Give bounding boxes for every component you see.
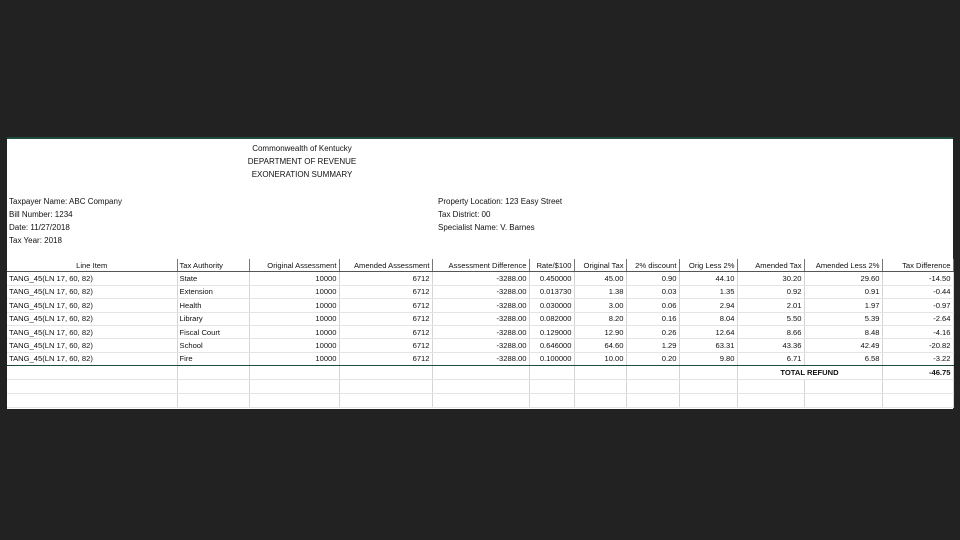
table-row: [7, 352, 953, 365]
line-item-cell[interactable]: TANG_45(LN 17, 60, 82): [7, 299, 177, 312]
column-header[interactable]: Assessment Difference: [432, 259, 529, 272]
value-cell[interactable]: 6712: [339, 285, 432, 298]
taxpayer-name: Taxpayer Name: ABC Company: [9, 197, 122, 206]
title-commonwealth: Commonwealth of Kentucky: [252, 144, 352, 153]
value-cell[interactable]: 10000: [249, 325, 339, 338]
value-cell[interactable]: 0.082000: [529, 312, 574, 325]
tax-year: Tax Year: 2018: [9, 236, 62, 245]
value-cell[interactable]: 10000: [249, 312, 339, 325]
line-item-cell[interactable]: TANG_45(LN 17, 60, 82): [7, 352, 177, 365]
value-cell[interactable]: 45.00: [574, 272, 626, 285]
value-cell[interactable]: -2.64: [882, 312, 953, 325]
value-cell[interactable]: 0.90: [626, 272, 679, 285]
value-cell[interactable]: -0.97: [882, 299, 953, 312]
value-cell[interactable]: 8.66: [737, 325, 804, 338]
value-cell[interactable]: 1.38: [574, 285, 626, 298]
column-header[interactable]: Tax Difference: [882, 259, 953, 272]
table-header-row: [7, 259, 953, 272]
value-cell[interactable]: 10.00: [574, 352, 626, 365]
value-cell[interactable]: 5.39: [804, 312, 882, 325]
bill-number: Bill Number: 1234: [9, 210, 73, 219]
line-item-cell[interactable]: TANG_45(LN 17, 60, 82): [7, 325, 177, 338]
value-cell[interactable]: 8.04: [679, 312, 737, 325]
value-cell[interactable]: 2.01: [737, 299, 804, 312]
tax-authority-cell[interactable]: Fire: [177, 352, 249, 365]
property-location: Property Location: 123 Easy Street: [438, 197, 563, 206]
total-refund-label[interactable]: TOTAL REFUND: [737, 366, 882, 379]
value-cell[interactable]: 42.49: [804, 339, 882, 352]
exoneration-table: [7, 259, 954, 408]
value-cell[interactable]: 63.31: [679, 339, 737, 352]
value-cell[interactable]: 5.50: [737, 312, 804, 325]
tax-authority-cell[interactable]: State: [177, 272, 249, 285]
value-cell[interactable]: -3.22: [882, 352, 953, 365]
empty-row: [7, 379, 953, 393]
line-item-cell[interactable]: TANG_45(LN 17, 60, 82): [7, 339, 177, 352]
spreadsheet-sheet: [7, 137, 953, 409]
value-cell[interactable]: 0.91: [804, 285, 882, 298]
column-header[interactable]: Amended Less 2%: [804, 259, 882, 272]
tax-authority-cell[interactable]: Health: [177, 299, 249, 312]
value-cell[interactable]: 43.36: [737, 339, 804, 352]
value-cell[interactable]: 0.06: [626, 299, 679, 312]
value-cell[interactable]: 1.97: [804, 299, 882, 312]
table-row: [7, 285, 953, 298]
value-cell[interactable]: 6712: [339, 299, 432, 312]
value-cell[interactable]: 30.20: [737, 272, 804, 285]
value-cell[interactable]: 6712: [339, 325, 432, 338]
value-cell[interactable]: 1.29: [626, 339, 679, 352]
value-cell[interactable]: -3288.00: [432, 312, 529, 325]
value-cell[interactable]: 6.58: [804, 352, 882, 365]
total-refund-value[interactable]: -46.75: [882, 366, 953, 379]
value-cell[interactable]: 0.450000: [529, 272, 574, 285]
bill-date: Date: 11/27/2018: [9, 223, 70, 232]
title-department: DEPARTMENT OF REVENUE: [247, 157, 357, 166]
tax-authority-cell[interactable]: Library: [177, 312, 249, 325]
table-row: [7, 325, 953, 338]
column-header[interactable]: Line Item: [7, 259, 177, 272]
value-cell[interactable]: -3288.00: [432, 285, 529, 298]
value-cell[interactable]: 0.013730: [529, 285, 574, 298]
tax-authority-cell[interactable]: School: [177, 339, 249, 352]
column-header[interactable]: Amended Assessment: [339, 259, 432, 272]
value-cell[interactable]: 64.60: [574, 339, 626, 352]
column-header[interactable]: Amended Tax: [737, 259, 804, 272]
tax-authority-cell[interactable]: Fiscal Court: [177, 325, 249, 338]
value-cell[interactable]: 12.90: [574, 325, 626, 338]
empty-row: [7, 393, 953, 407]
value-cell[interactable]: 0.100000: [529, 352, 574, 365]
value-cell[interactable]: 6712: [339, 312, 432, 325]
value-cell[interactable]: 29.60: [804, 272, 882, 285]
value-cell[interactable]: 1.35: [679, 285, 737, 298]
total-row: [7, 366, 953, 379]
column-header[interactable]: Rate/$100: [529, 259, 574, 272]
value-cell[interactable]: 0.129000: [529, 325, 574, 338]
value-cell[interactable]: 9.80: [679, 352, 737, 365]
value-cell[interactable]: -4.16: [882, 325, 953, 338]
value-cell[interactable]: 0.030000: [529, 299, 574, 312]
value-cell[interactable]: -0.44: [882, 285, 953, 298]
value-cell[interactable]: -3288.00: [432, 272, 529, 285]
value-cell[interactable]: 0.92: [737, 285, 804, 298]
value-cell[interactable]: 8.20: [574, 312, 626, 325]
value-cell[interactable]: 12.64: [679, 325, 737, 338]
column-header[interactable]: 2% discount: [626, 259, 679, 272]
column-header[interactable]: Tax Authority: [177, 259, 249, 272]
table-row: [7, 312, 953, 325]
value-cell[interactable]: -20.82: [882, 339, 953, 352]
tax-district: Tax District: 00: [438, 210, 491, 219]
line-item-cell[interactable]: TANG_45(LN 17, 60, 82): [7, 272, 177, 285]
specialist-name: Specialist Name: V. Barnes: [438, 223, 535, 232]
value-cell[interactable]: 0.20: [626, 352, 679, 365]
value-cell[interactable]: -3288.00: [432, 325, 529, 338]
value-cell[interactable]: 2.94: [679, 299, 737, 312]
value-cell[interactable]: -3288.00: [432, 339, 529, 352]
value-cell[interactable]: 0.646000: [529, 339, 574, 352]
column-header[interactable]: Original Tax: [574, 259, 626, 272]
property-info: [438, 195, 562, 234]
title-summary: EXONERATION SUMMARY: [251, 170, 353, 179]
value-cell[interactable]: 6712: [339, 352, 432, 365]
value-cell[interactable]: 0.26: [626, 325, 679, 338]
line-item-cell[interactable]: TANG_45(LN 17, 60, 82): [7, 285, 177, 298]
tax-authority-cell[interactable]: Extension: [177, 285, 249, 298]
value-cell[interactable]: 10000: [249, 352, 339, 365]
value-cell[interactable]: 44.10: [679, 272, 737, 285]
value-cell[interactable]: 8.48: [804, 325, 882, 338]
value-cell[interactable]: 0.16: [626, 312, 679, 325]
value-cell[interactable]: 0.03: [626, 285, 679, 298]
value-cell[interactable]: 10000: [249, 299, 339, 312]
value-cell[interactable]: 6712: [339, 339, 432, 352]
value-cell[interactable]: 10000: [249, 285, 339, 298]
table-row: [7, 299, 953, 312]
value-cell[interactable]: 10000: [249, 339, 339, 352]
value-cell[interactable]: -3288.00: [432, 299, 529, 312]
value-cell[interactable]: 3.00: [574, 299, 626, 312]
value-cell[interactable]: 6.71: [737, 352, 804, 365]
value-cell[interactable]: -14.50: [882, 272, 953, 285]
value-cell[interactable]: -3288.00: [432, 352, 529, 365]
line-item-cell[interactable]: TANG_45(LN 17, 60, 82): [7, 312, 177, 325]
value-cell[interactable]: 6712: [339, 272, 432, 285]
value-cell[interactable]: 10000: [249, 272, 339, 285]
taxpayer-info: [9, 195, 122, 247]
document-title-block: [232, 142, 372, 181]
column-header[interactable]: Original Assessment: [249, 259, 339, 272]
table-row: [7, 339, 953, 352]
table-row: [7, 272, 953, 285]
column-header[interactable]: Orig Less 2%: [679, 259, 737, 272]
